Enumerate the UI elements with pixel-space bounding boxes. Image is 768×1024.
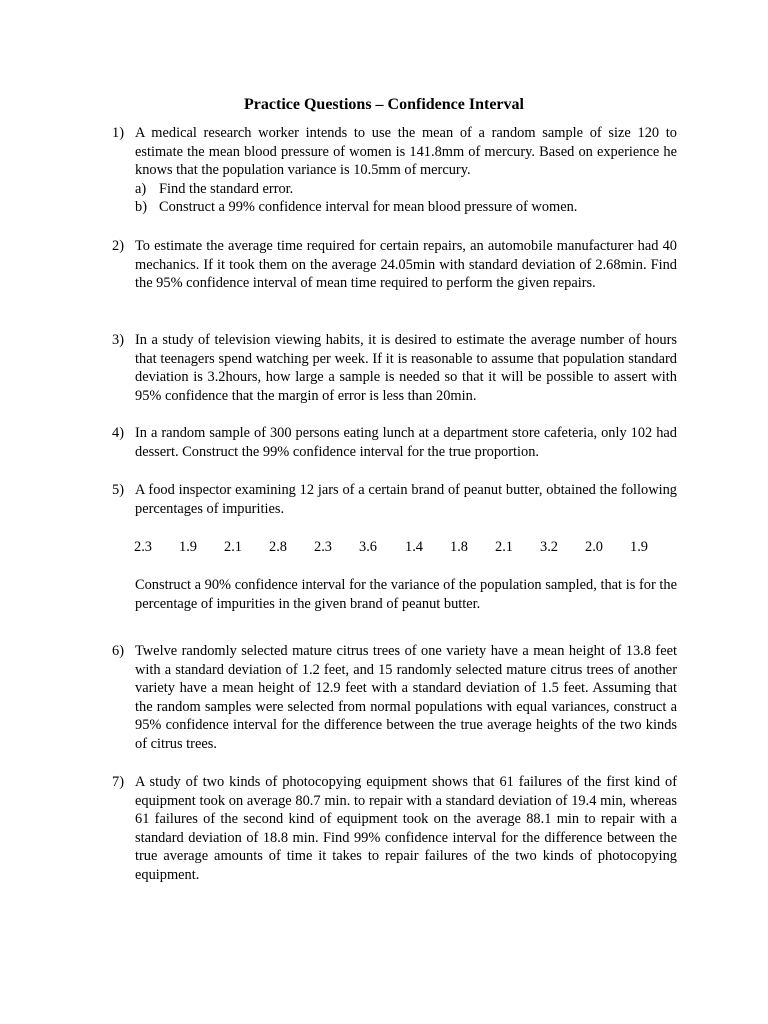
question-number: 1)	[112, 125, 124, 141]
value-item: 2.3	[134, 539, 152, 555]
value-item: 3.2	[540, 539, 558, 555]
part-text: Find the standard error.	[159, 180, 294, 197]
value-item: 1.9	[179, 539, 197, 555]
value-item: 2.0	[585, 539, 603, 555]
question-text: Twelve randomly selected mature citrus trees of one variety have a mean height of 13.8 feet with a standard deviation of 1.2 feet, and 15 randomly selected mature citrus trees of another variety have a mean height of 12.9 feet with a standard deviation of 1.5 feet. Assuming that the random samples were selected from normal populations with equal variances, construct a 95% confidence interval for the difference between the true average heights of the two kinds of citrus trees.	[135, 643, 677, 752]
question-4	[112, 424, 677, 461]
question-5-followup: Construct a 90% confidence interval for the variance of the population sampled, that is for the percentage of impurities in the given brand of peanut butter.	[135, 577, 677, 612]
question-number: 6)	[112, 643, 124, 659]
part-label: a)	[135, 180, 147, 197]
value-item: 1.9	[630, 539, 648, 555]
page-title: Practice Questions – Confidence Interval	[244, 96, 524, 113]
question-text: To estimate the average time required for certain repairs, an automobile manufacturer had 40 mechanics. If it took them on the average 24.05min with standard deviation of 2.68min. Find the 95% confidence interval of mean time required to perform the given repairs.	[135, 238, 677, 292]
part-label: b)	[135, 199, 147, 216]
question-text: A medical research worker intends to use the mean of a random sample of size 120 to estimate the mean blood pressure of women is 141.8mm of mercury. Based on experience he knows that the population variance is 10.5mm of mercury.	[135, 125, 677, 179]
question-1	[112, 124, 677, 217]
question-3	[112, 331, 677, 405]
question-text: In a study of television viewing habits, it is desired to estimate the average number of hours that teenagers spend watching per week. If it is reasonable to assume that population standard deviation is 3.2hours, how large a sample is needed so that it will be possible to assert with 95% confidence that the margin of error is less than 20min.	[135, 332, 677, 404]
question-5	[112, 481, 677, 518]
value-item: 3.6	[359, 539, 377, 555]
question-6	[112, 642, 677, 754]
value-item: 2.8	[269, 539, 287, 555]
impurity-values	[134, 538, 674, 557]
question-number: 3)	[112, 332, 124, 348]
value-item: 2.1	[495, 539, 513, 555]
question-number: 5)	[112, 482, 124, 498]
part-text: Construct a 99% confidence interval for mean blood pressure of women.	[159, 199, 578, 216]
question-part-a	[135, 180, 677, 199]
question-number: 7)	[112, 774, 124, 790]
question-part-b	[135, 198, 677, 217]
value-item: 1.8	[450, 539, 468, 555]
question-number: 4)	[112, 425, 124, 441]
question-number: 2)	[112, 238, 124, 254]
question-2	[112, 237, 677, 293]
question-text: A food inspector examining 12 jars of a certain brand of peanut butter, obtained the following percentages of impurities.	[135, 482, 677, 517]
question-7	[112, 773, 677, 885]
question-text: In a random sample of 300 persons eating lunch at a department store cafeteria, only 102 had dessert. Construct the 99% confidence interval for the true proportion.	[135, 425, 677, 460]
value-item: 2.1	[224, 539, 242, 555]
value-item: 1.4	[405, 539, 423, 555]
question-text: A study of two kinds of photocopying equipment shows that 61 failures of the first kind of equipment took on average 80.7 min. to repair with a standard deviation of 19.4 min, whereas 61 failures of the second kind of equipment took on the average 88.1 min to repair with a standard deviation of 18.8 min. Find 99% confidence interval for the difference between the true average amounts of time it takes to repair failures of the two kinds of photocopying equipment.	[135, 774, 677, 883]
value-item: 2.3	[314, 539, 332, 555]
